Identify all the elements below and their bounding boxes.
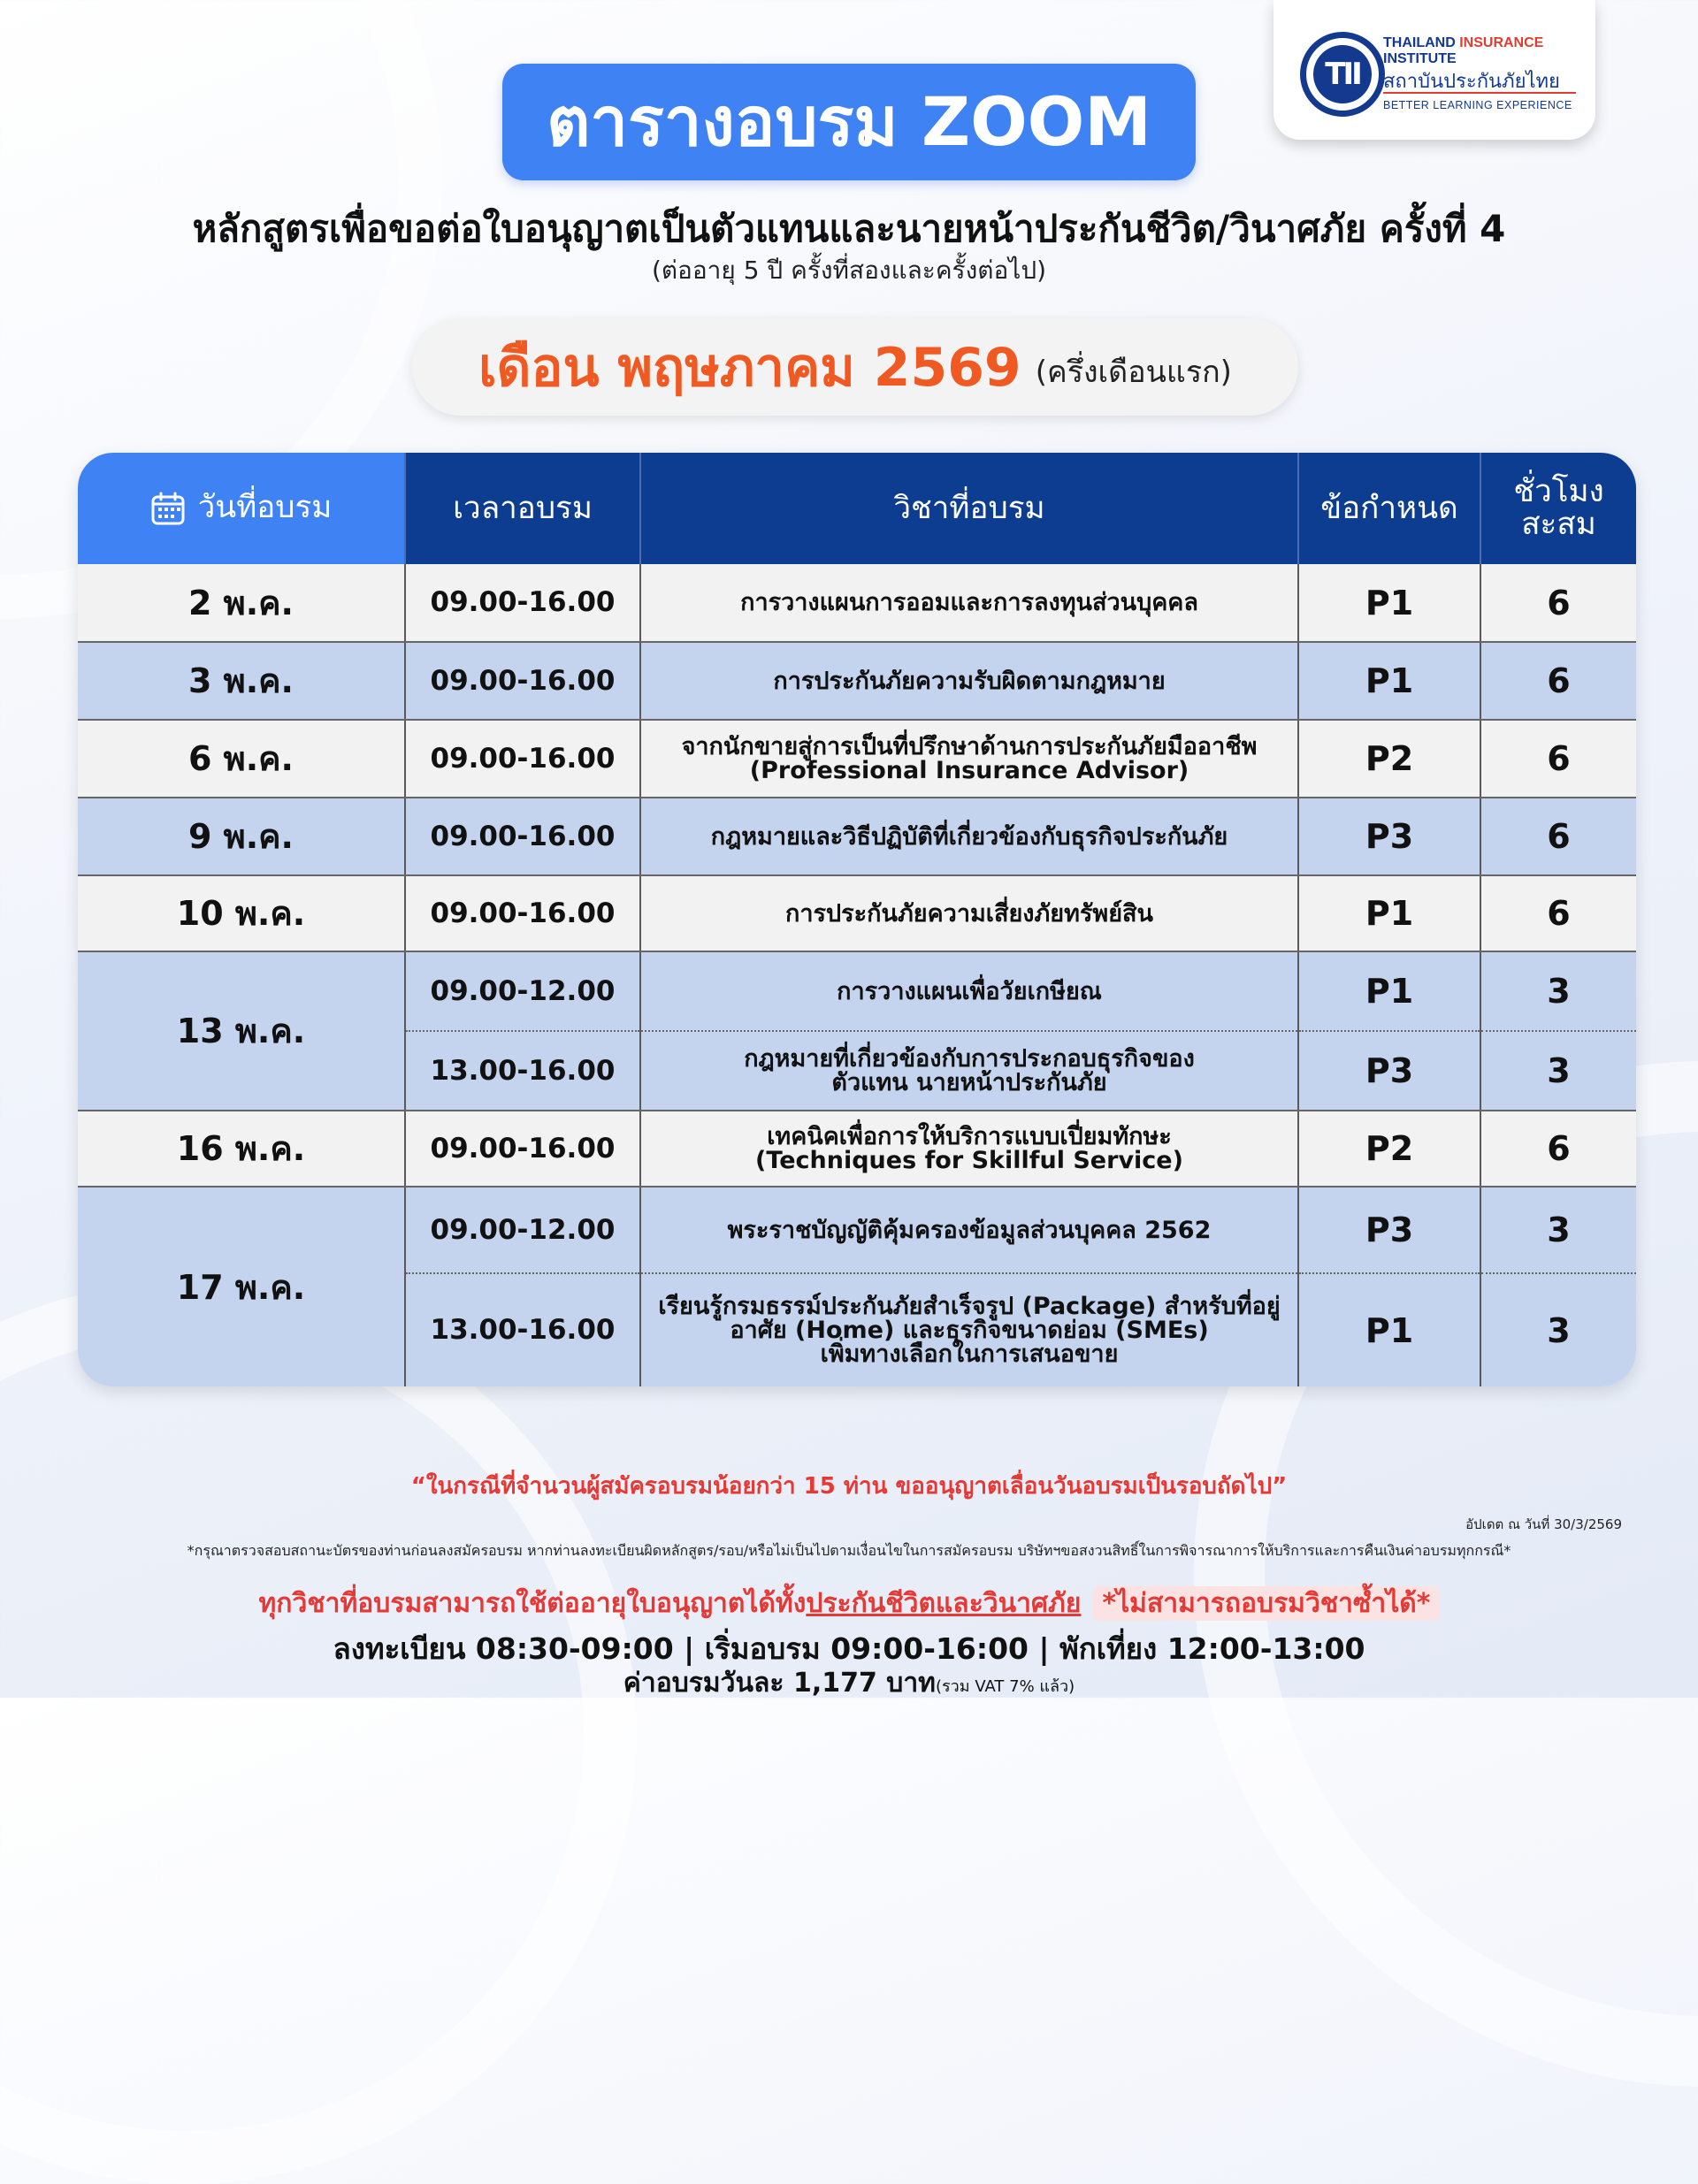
row-requirement: P3 bbox=[1298, 1187, 1480, 1273]
page-title: ตารางอบรม ZOOM bbox=[502, 64, 1196, 180]
row-date: 16 พ.ค. bbox=[78, 1111, 405, 1187]
row-requirement: P2 bbox=[1298, 720, 1480, 798]
row-date: 6 พ.ค. bbox=[78, 720, 405, 798]
row-subject: กฎหมายที่เกี่ยวข้องกับการประกอบธุรกิจของ ตัวแทน นายหน้าประกันภัย bbox=[640, 1031, 1298, 1111]
row-time: 09.00-12.00 bbox=[405, 1187, 640, 1273]
row-hours: 3 bbox=[1480, 1187, 1636, 1273]
logo-line2: INSTITUTE bbox=[1383, 51, 1457, 66]
header-requirement: ข้อกำหนด bbox=[1298, 453, 1480, 564]
row-subject: การวางแผนเพื่อวัยเกษียณ bbox=[640, 951, 1298, 1031]
row-hours: 6 bbox=[1480, 720, 1636, 798]
month-label: เดือน พฤษภาคม 2569 bbox=[478, 336, 1021, 399]
row-date: 10 พ.ค. bbox=[78, 875, 405, 951]
row-requirement: P3 bbox=[1298, 798, 1480, 875]
row-time: 09.00-16.00 bbox=[405, 564, 640, 642]
logo-divider bbox=[1383, 92, 1576, 94]
row-requirement: P3 bbox=[1298, 1031, 1480, 1111]
disclaimer: *กรุณาตรวจสอบสถานะบัตรของท่านก่อนลงสมัครอบรม หากท่านลงทะเบียนผิดหลักสูตร/รอบ/หรือไม่เป็นไปตามเงื่อนไขในการสมัครอบรม บริษัทฯขอสงวนสิทธิ์ในการพิจารณาการให้บริการและการคืนเงินค่าอบรมทุกกรณี* bbox=[187, 1542, 1511, 1559]
row-requirement: P2 bbox=[1298, 1111, 1480, 1187]
row-requirement: P1 bbox=[1298, 1273, 1480, 1386]
row-time: 13.00-16.00 bbox=[405, 1273, 640, 1386]
row-subject: การวางแผนการออมและการลงทุนส่วนบุคคล bbox=[640, 564, 1298, 642]
row-hours: 6 bbox=[1480, 642, 1636, 720]
postpone-note: “ในกรณีที่จำนวนผู้สมัครอบรมน้อยกว่า 15 ท่าน ขออนุญาตเลื่อนวันอบรมเป็นรอบถัดไป” bbox=[410, 1473, 1288, 1500]
row-time: 09.00-16.00 bbox=[405, 1111, 640, 1187]
row-subject: การประกันภัยความรับผิดตามกฎหมาย bbox=[640, 642, 1298, 720]
logo-line1: THAILAND INSURANCE bbox=[1383, 35, 1544, 50]
row-time: 09.00-12.00 bbox=[405, 951, 640, 1031]
fee-line: ค่าอบรมวันละ 1,177 บาท(รวม VAT 7% แล้ว) bbox=[623, 1668, 1075, 1699]
header-date-label: วันที่อบรม bbox=[197, 490, 333, 525]
row-subject: เรียนรู้กรมธรรม์ประกันภัยสำเร็จรูป (Package) สำหรับที่อยู่ อาศัย (Home) และธุรกิจขนาดย่อม (SMEs) เพิ่มทางเลือกในการเสนอขาย bbox=[640, 1273, 1298, 1386]
logo-icon bbox=[1300, 32, 1385, 117]
table-row bbox=[78, 875, 1636, 951]
logo-mark: TII bbox=[1313, 45, 1372, 103]
table-row bbox=[78, 564, 1636, 642]
header-subject: วิชาที่อบรม bbox=[640, 453, 1298, 564]
logo-tagline: BETTER LEARNING EXPERIENCE bbox=[1383, 99, 1572, 111]
header-time: เวลาอบรม bbox=[405, 453, 640, 564]
row-date: 9 พ.ค. bbox=[78, 798, 405, 875]
logo-card bbox=[1274, 0, 1595, 140]
row-hours: 3 bbox=[1480, 1031, 1636, 1111]
row-time: 09.00-16.00 bbox=[405, 798, 640, 875]
table-row bbox=[78, 798, 1636, 875]
row-date: 17 พ.ค. bbox=[78, 1187, 405, 1386]
row-requirement: P1 bbox=[1298, 642, 1480, 720]
row-date: 13 พ.ค. bbox=[78, 951, 405, 1111]
table-row bbox=[78, 720, 1636, 798]
row-subject: พระราชบัญญัติคุ้มครองข้อมูลส่วนบุคคล 2562 bbox=[640, 1187, 1298, 1273]
header-hours: ชั่วโมง สะสม bbox=[1480, 453, 1636, 564]
daily-schedule: ลงทะเบียน 08:30-09:00 | เริ่มอบรม 09:00-16:00 | พักเที่ยง 12:00-13:00 bbox=[333, 1631, 1365, 1666]
header-date bbox=[78, 453, 405, 564]
month-note: (ครึ่งเดือนแรก) bbox=[1035, 355, 1232, 390]
row-time: 09.00-16.00 bbox=[405, 642, 640, 720]
table-row bbox=[78, 1187, 1636, 1273]
row-subject: เทคนิคเพื่อการให้บริการแบบเปี่ยมทักษะ (Techniques for Skillful Service) bbox=[640, 1111, 1298, 1187]
background-arc bbox=[0, 1282, 637, 2184]
course-subtitle: (ต่ออายุ 5 ปี ครั้งที่สองและครั้งต่อไป) bbox=[651, 256, 1047, 285]
row-hours: 6 bbox=[1480, 564, 1636, 642]
row-subject: กฎหมายและวิธีปฏิบัติที่เกี่ยวข้องกับธุรกิจประกันภัย bbox=[640, 798, 1298, 875]
row-hours: 6 bbox=[1480, 798, 1636, 875]
row-hours: 6 bbox=[1480, 1111, 1636, 1187]
row-subject: การประกันภัยความเสี่ยงภัยทรัพย์สิน bbox=[640, 875, 1298, 951]
row-hours: 3 bbox=[1480, 1273, 1636, 1386]
row-subject: จากนักขายสู่การเป็นที่ปรึกษาด้านการประกันภัยมืออาชีพ (Professional Insurance Advisor) bbox=[640, 720, 1298, 798]
no-repeat-badge: *ไม่สามารถอบรมวิชาซ้ำได้* bbox=[1093, 1586, 1439, 1621]
row-requirement: P1 bbox=[1298, 951, 1480, 1031]
row-date: 2 พ.ค. bbox=[78, 564, 405, 642]
table-row bbox=[78, 642, 1636, 720]
row-requirement: P1 bbox=[1298, 875, 1480, 951]
table-header-row bbox=[78, 453, 1636, 564]
row-date: 3 พ.ค. bbox=[78, 642, 405, 720]
row-time: 13.00-16.00 bbox=[405, 1031, 640, 1111]
row-time: 09.00-16.00 bbox=[405, 875, 640, 951]
table-row bbox=[78, 1111, 1636, 1187]
table-row bbox=[78, 951, 1636, 1031]
course-title: หลักสูตรเพื่อขอต่อใบอนุญาตเป็นตัวแทนและนายหน้าประกันชีวิต/วินาศภัย ครั้งที่ 4 bbox=[192, 207, 1506, 250]
renewal-note: ทุกวิชาที่อบรมสามารถใช้ต่ออายุใบอนุญาตได้ทั้งประกันชีวิตและวินาศภัย *ไม่สามารถอบรมวิชาซ้ำได้* bbox=[0, 1583, 1698, 1624]
row-hours: 3 bbox=[1480, 951, 1636, 1031]
row-time: 09.00-16.00 bbox=[405, 720, 640, 798]
month-banner bbox=[412, 318, 1298, 416]
row-requirement: P1 bbox=[1298, 564, 1480, 642]
schedule-table bbox=[78, 453, 1636, 1386]
calendar-icon bbox=[150, 491, 186, 526]
row-hours: 6 bbox=[1480, 875, 1636, 951]
logo-thai-name: สถาบันประกันภัยไทย bbox=[1383, 70, 1560, 92]
updated-date: อัปเดต ณ วันที่ 30/3/2569 bbox=[1465, 1516, 1622, 1532]
